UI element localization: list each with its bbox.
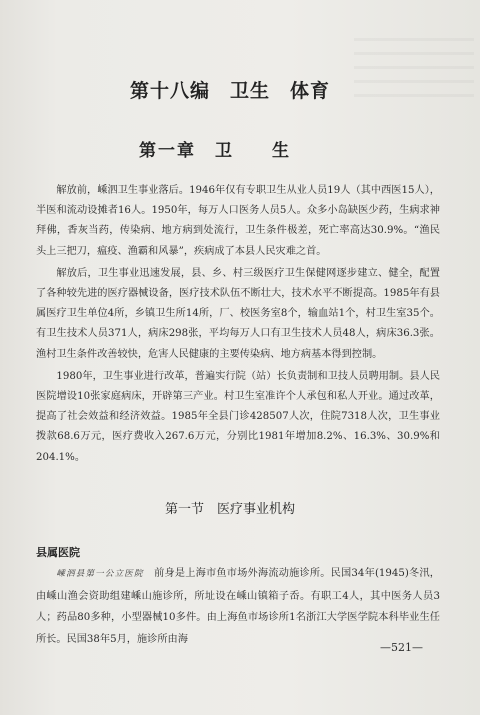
institution-name: 嵊泗县第一公立医院: [56, 569, 144, 579]
paragraph-post-liberation: 解放后，卫生事业迅速发展，县、乡、村三级医疗卫生保健网逐步建立、健全，配置了各种较先进的医疗器械设备，医疗技术队伍不断壮大，技术水平不断提高。1985年有县属医疗卫生单位4所，乡镇卫生所14所，厂、校医务室8个，输血站1个，村卫生室35个。有卫生技术人员371人，病床298张，平均每万人口有卫生技术人员48人，病床36.3张。渔村卫生条件改善较快，危害人民健康的主要传染病、地方病基本得到控制。: [36, 267, 440, 360]
paragraph-reform-1980: 1980年，卫生事业进行改革，普遍实行院（站）长负责制和卫技人员聘用制。县人民医院增设10张家庭病床，开辟第三产业。村卫生室准许个人承包和私人开业。通过改革，提高了社会效益和经济效益。1985年全县门诊428507人次，住院7318人次，卫生事业拨款68.6万元，医疗费收入267.6万元，分别比1981年增加8.2%、16.3%、30.9%和204.1%。: [36, 370, 440, 463]
edition-title: 第十八编 卫生 体育: [129, 80, 330, 102]
chapter-title: 第一章 卫 生: [139, 141, 291, 161]
section-title: 第一节 医疗事业机构: [164, 502, 295, 517]
subhead-county-hospitals: 县属医院: [36, 546, 80, 559]
section-body: [36, 563, 440, 650]
paragraph-pre-liberation: 解放前，嵊泗卫生事业落后。1946年仅有专职卫生从业人员19人（其中西医15人），半医和流动设摊者16人。1950年，每万人口医务人员5人。众多小岛缺医少药，生病求神拜佛，香灰当药，传染病、地方病到处流行，卫生条件极差，死亡率高达30.9%。“渔民头上三把刀，瘟疫、渔霸和风暴”，疾病成了本县人民灾难之首。: [36, 185, 440, 257]
page-number: —521—: [380, 641, 423, 654]
paragraph-hospital-history: [36, 563, 440, 650]
chapter-body: [36, 181, 440, 470]
hospital-history-text: 前身是上海市鱼市场外海流动施诊所。民国34年(1945)冬汛，由嵊山渔会资助组建嵊山施诊所，所址设在嵊山镇箱子岙。有职工4人，其中医务人员3人；药品80多种，小型器械10多件。由上海鱼市场诊所1名浙江大学医学院本科毕业生任所长。民国38年5月，施诊所由海: [36, 568, 440, 645]
